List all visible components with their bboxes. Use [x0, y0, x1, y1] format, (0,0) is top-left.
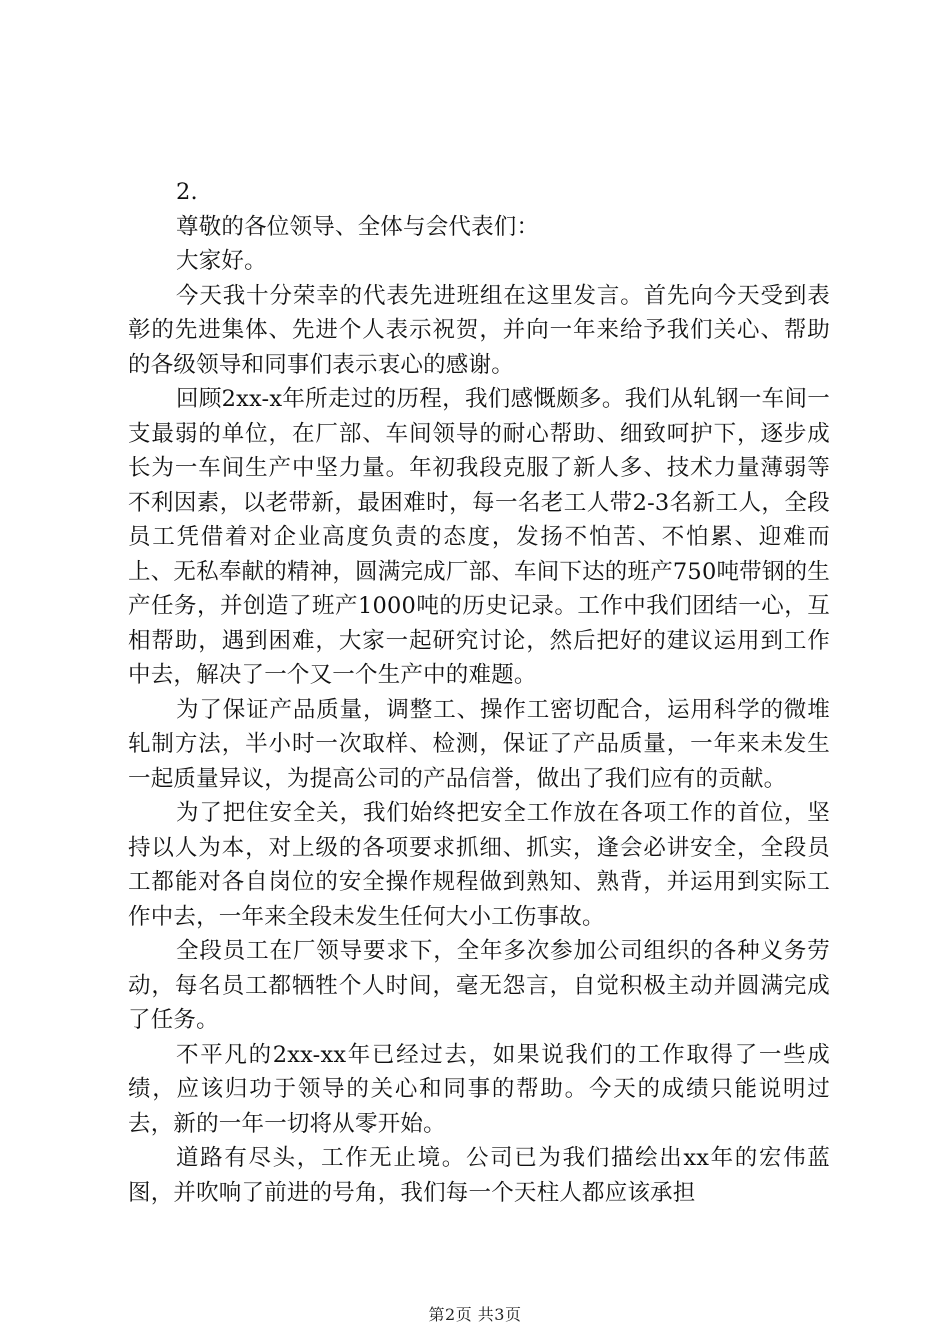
- paragraph: 全段员工在厂领导要求下，全年多次参加公司组织的各种义务劳动，每名员工都牺牲个人时间，毫无怨言，自觉积极主动并圆满完成了任务。: [128, 938, 830, 1033]
- paragraph: 道路有尽头，工作无止境。公司已为我们描绘出xx年的宏伟蓝图，并吹响了前进的号角，我们每一个天柱人都应该承担: [128, 1145, 830, 1206]
- salutation: 尊敬的各位领导、全体与会代表们：: [176, 213, 540, 240]
- greeting: 大家好。: [176, 248, 267, 274]
- paragraph: 不平凡的2xx-xx年已经过去，如果说我们的工作取得了一些成绩，应该归功于领导的关心和同事的帮助。今天的成绩只能说明过去，新的一年一切将从零开始。: [128, 1041, 830, 1137]
- document-body: [128, 175, 830, 1210]
- heading-number: 2.: [176, 179, 198, 205]
- paragraph: 回顾2xx-x年所走过的历程，我们感慨颇多。我们从轧钢一车间一支最弱的单位，在厂部、车间领导的耐心帮助、细致呵护下，逐步成长为一车间生产中坚力量。年初我段克服了新人多、技术力量薄弱等不利因素，以老带新，最困难时，每一名老工人带2-3名新工人，全段员工凭借着对企业高度负责的态度，发扬不怕苦、不怕累、迎难而上、无私奉献的精神，圆满完成厂部、车间下达的班产750吨带钢的生产任务，并创造了班产1000吨的历史记录。工作中我们团结一心，互相帮助，遇到困难，大家一起研究讨论，然后把好的建议运用到工作中去，解决了一个又一个生产中的难题。: [128, 386, 830, 688]
- page-footer: 第2页 共3页: [428, 1305, 522, 1324]
- paragraph: 今天我十分荣幸的代表先进班组在这里发言。首先向今天受到表彰的先进集体、先进个人表示祝贺，并向一年来给予我们关心、帮助的各级领导和同事们表示衷心的感谢。: [128, 282, 830, 378]
- paragraph: 为了把住安全关，我们始终把安全工作放在各项工作的首位，坚持以人为本，对上级的各项要求抓细、抓实，逢会必讲安全，全段员工都能对各自岗位的安全操作规程做到熟知、熟背，并运用到实际工作中去，一年来全段未发生任何大小工伤事故。: [128, 800, 830, 930]
- paragraph: 为了保证产品质量，调整工、操作工密切配合，运用科学的微堆轧制方法，半小时一次取样、检测，保证了产品质量，一年来未发生一起质量异议，为提高公司的产品信誉，做出了我们应有的贡献。: [128, 696, 830, 792]
